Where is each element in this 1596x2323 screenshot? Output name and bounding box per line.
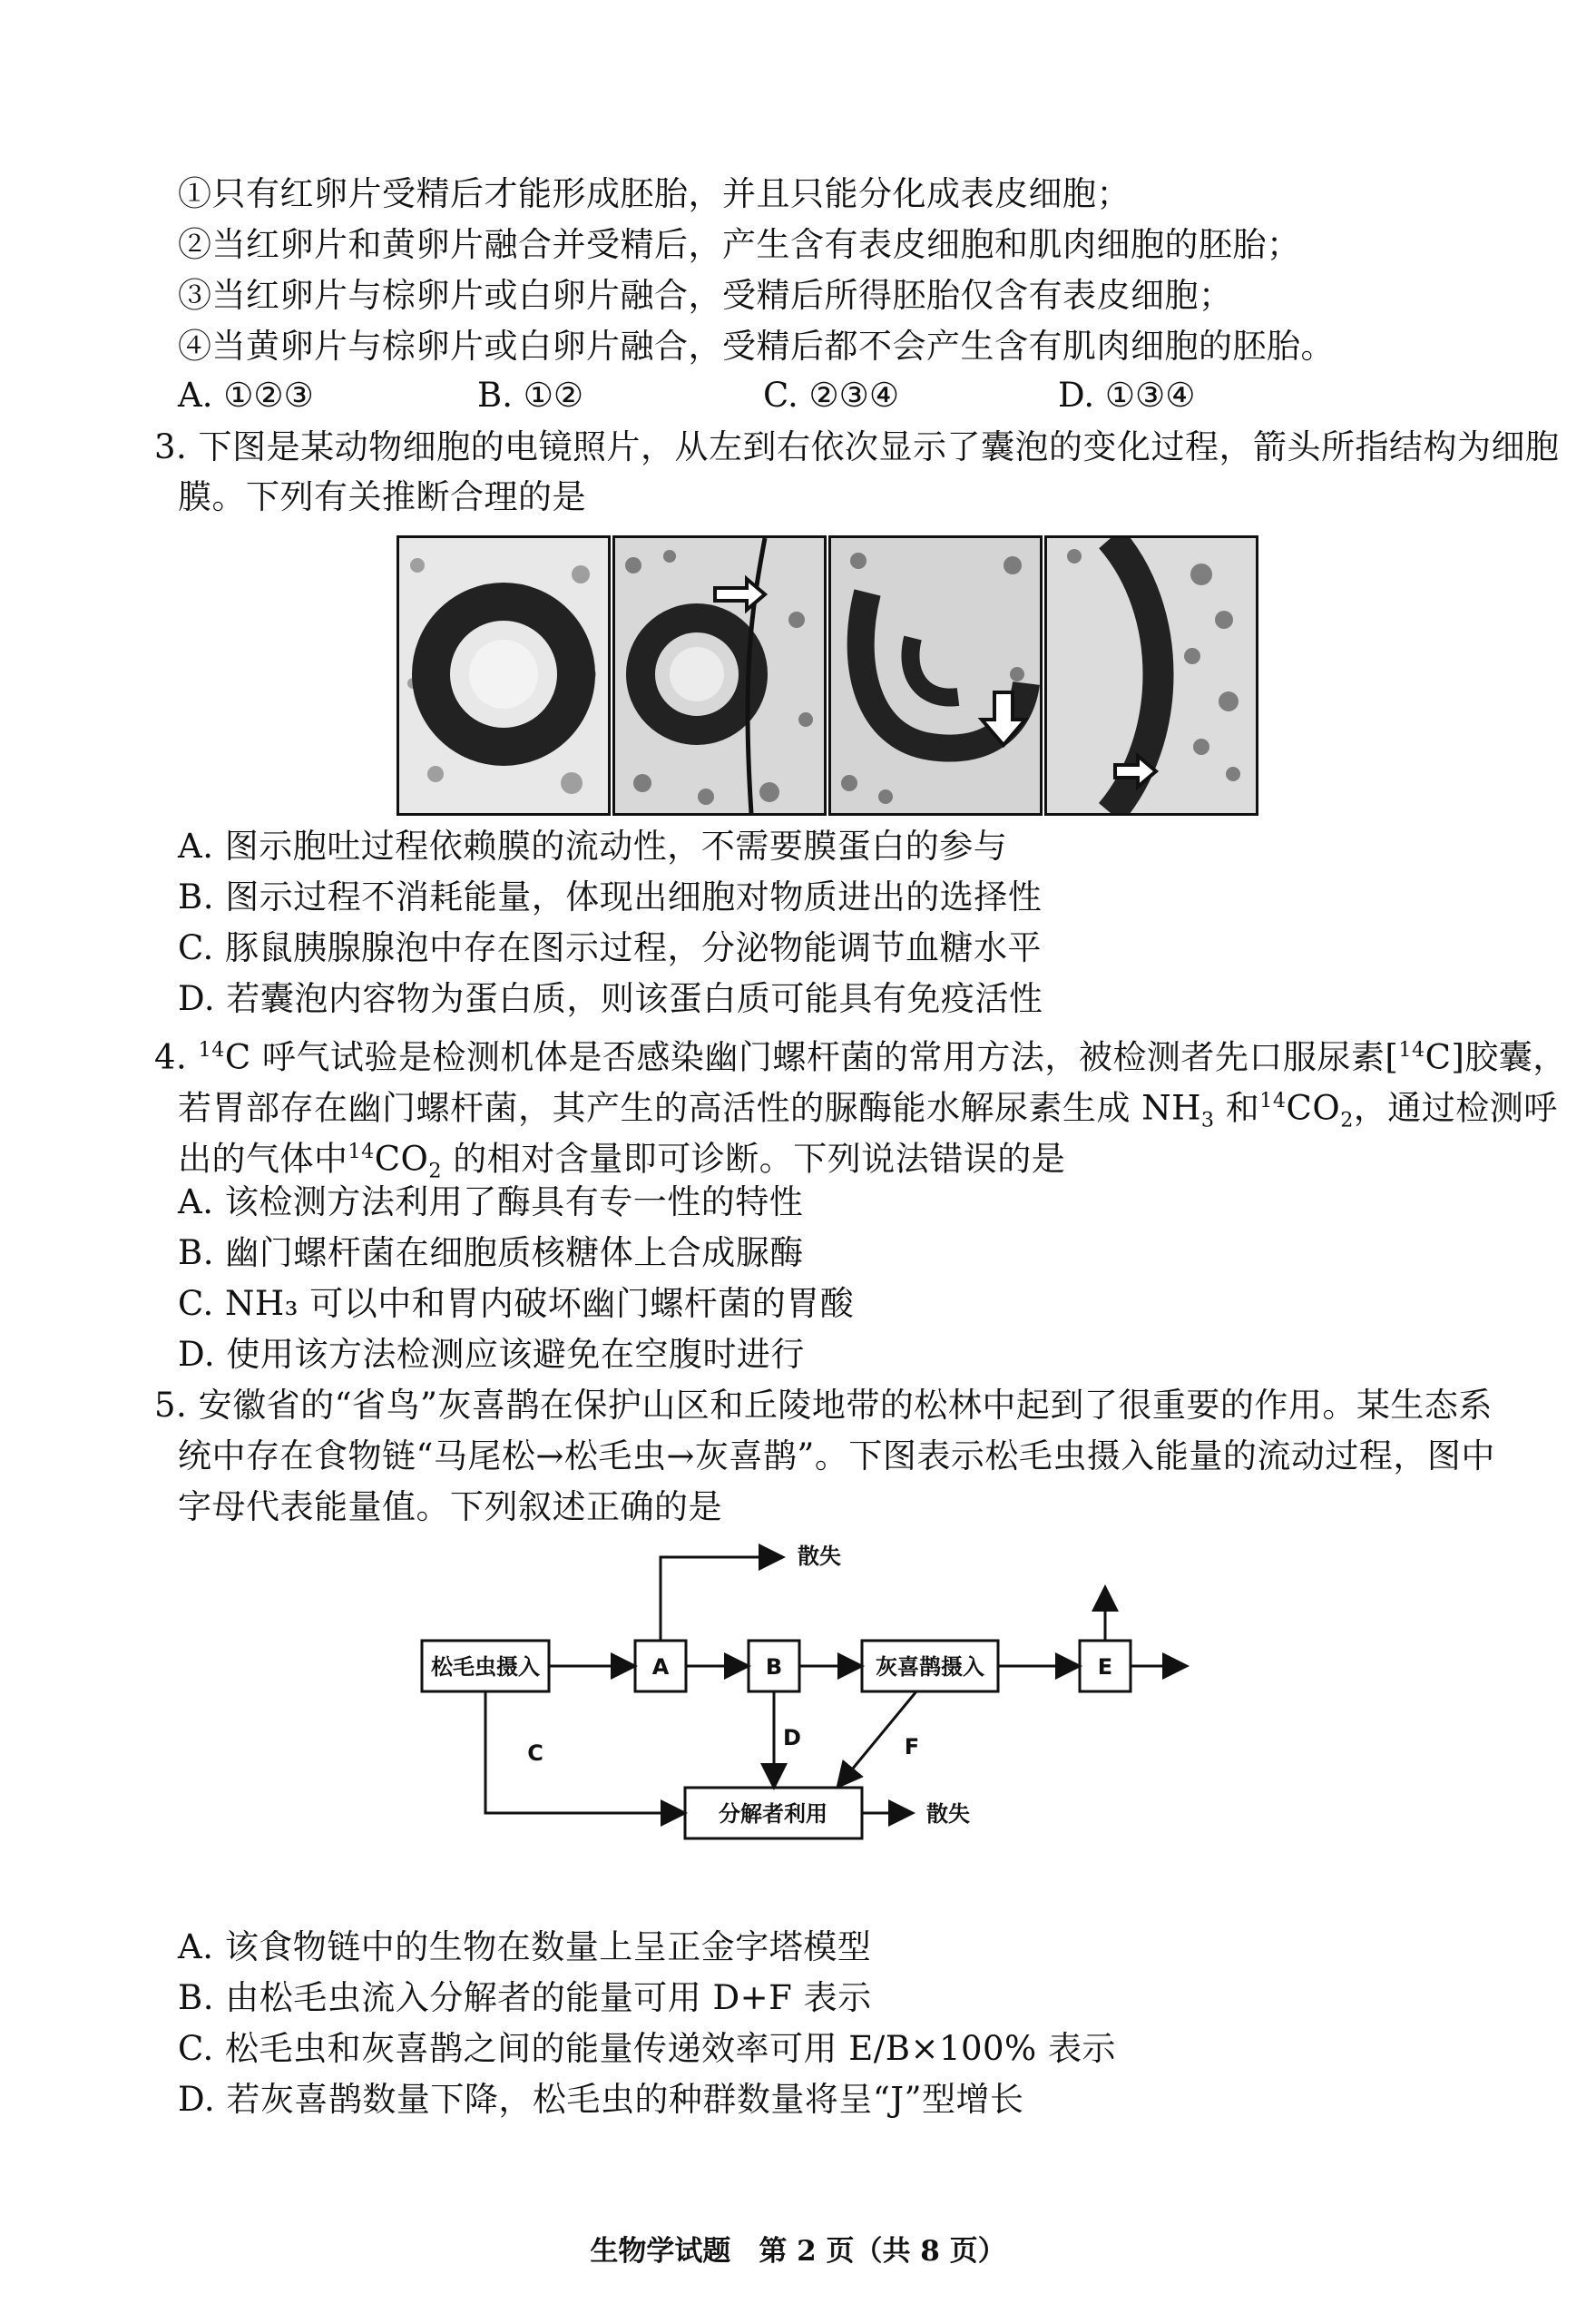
q5-stem-line3: 字母代表能量值。下列叙述正确的是 bbox=[178, 1487, 722, 1526]
q3-option-a: A. 图示胞吐过程依赖膜的流动性，不需要膜蛋白的参与 bbox=[178, 827, 1008, 866]
q4-option-d: D. 使用该方法检测应该避免在空腹时进行 bbox=[178, 1335, 805, 1374]
q2-statement-2: ②当红卵片和黄卵片融合并受精后，产生含有表皮细胞和肌肉细胞的胚胎； bbox=[178, 225, 1301, 264]
label-loss-top: 散失 bbox=[798, 1544, 841, 1569]
q2-option-b: B. ①② bbox=[477, 376, 584, 415]
q3-stem-line1: 3. 下图是某动物细胞的电镜照片，从左到右依次显示了囊泡的变化过程，箭头所指结构为细胞 bbox=[154, 427, 1560, 466]
label-f: F bbox=[904, 1734, 920, 1759]
q2-statement-4: ④当黄卵片与棕卵片或白卵片融合，受精后都不会产生含有肌肉细胞的胚胎。 bbox=[178, 327, 1335, 366]
q2-option-d: D. ①③④ bbox=[1058, 376, 1196, 415]
label-e: E bbox=[1097, 1654, 1113, 1680]
page-footer: 生物学试题 第 2 页（共 8 页） bbox=[590, 2235, 1006, 2268]
q5-stem-line1: 5. 安徽省的“省鸟”灰喜鹊在保护山区和丘陵地带的松林中起到了很重要的作用。某生态系 bbox=[154, 1386, 1493, 1425]
q4-stem-line3: 出的气体中$^{14}CO_2$ 的相对含量即可诊断。下列说法错误的是 bbox=[178, 1139, 1066, 1183]
q2-statement-1: ①只有红卵片受精后才能形成胚胎，并且只能分化成表皮细胞； bbox=[178, 174, 1131, 213]
q5-option-a: A. 该食物链中的生物在数量上呈正金字塔模型 bbox=[178, 1927, 872, 1966]
label-d: D bbox=[783, 1725, 801, 1750]
label-magpie-intake: 灰喜鹊摄入 bbox=[876, 1654, 984, 1680]
micrograph-4 bbox=[1044, 535, 1258, 816]
q4-option-c: C. NH₃ 可以中和胃内破坏幽门螺杆菌的胃酸 bbox=[178, 1284, 855, 1323]
q5-option-c: C. 松毛虫和灰喜鹊之间的能量传递效率可用 E/B×100% 表示 bbox=[178, 2029, 1116, 2068]
q2-option-c: C. ②③④ bbox=[763, 376, 900, 415]
label-intake: 松毛虫摄入 bbox=[431, 1654, 540, 1680]
label-c: C bbox=[527, 1740, 543, 1766]
q4-option-b: B. 幽门螺杆菌在细胞质核糖体上合成脲酶 bbox=[178, 1233, 804, 1272]
micrograph-3 bbox=[828, 535, 1043, 816]
energy-flow-diagram bbox=[413, 1534, 1220, 1869]
label-loss-bottom: 散失 bbox=[926, 1801, 970, 1827]
q3-stem-line2: 膜。下列有关推断合理的是 bbox=[178, 477, 586, 516]
label-b: B bbox=[765, 1654, 783, 1680]
electron-micrograph-series bbox=[397, 535, 1255, 810]
q3-option-b: B. 图示过程不消耗能量，体现出细胞对物质进出的选择性 bbox=[178, 877, 1043, 916]
micrograph-2 bbox=[612, 535, 827, 816]
micrograph-1 bbox=[397, 535, 611, 816]
q5-option-d: D. 若灰喜鹊数量下降，松毛虫的种群数量将呈“J”型增长 bbox=[178, 2080, 1024, 2119]
q5-stem-line2: 统中存在食物链“马尾松→松毛虫→灰喜鹊”。下图表示松毛虫摄入能量的流动过程，图中 bbox=[178, 1436, 1495, 1475]
q3-option-d: D. 若囊泡内容物为蛋白质，则该蛋白质可能具有免疫活性 bbox=[178, 979, 1043, 1018]
q2-option-a: A. ①②③ bbox=[178, 376, 314, 415]
q5-option-b: B. 由松毛虫流入分解者的能量可用 D+F 表示 bbox=[178, 1978, 872, 2017]
q4-option-a: A. 该检测方法利用了酶具有专一性的特性 bbox=[178, 1182, 804, 1221]
label-decomposer: 分解者利用 bbox=[719, 1801, 827, 1827]
q2-statement-3: ③当红卵片与棕卵片或白卵片融合，受精后所得胚胎仅含有表皮细胞； bbox=[178, 276, 1233, 315]
q4-stem-line1: 4. $^{14}$C 呼气试验是检测机体是否感染幽门螺杆菌的常用方法，被检测者先口服尿素[$^{14}$C]胶囊， bbox=[154, 1037, 1567, 1077]
q4-stem-line2: 若胃部存在幽门螺杆菌，其产生的高活性的脲酶能水解尿素生成 $NH_3$ 和$^{14}CO_2$，通过检测呼 bbox=[178, 1088, 1558, 1132]
q3-option-c: C. 豚鼠胰腺腺泡中存在图示过程，分泌物能调节血糖水平 bbox=[178, 928, 1043, 967]
label-a: A bbox=[651, 1654, 670, 1680]
